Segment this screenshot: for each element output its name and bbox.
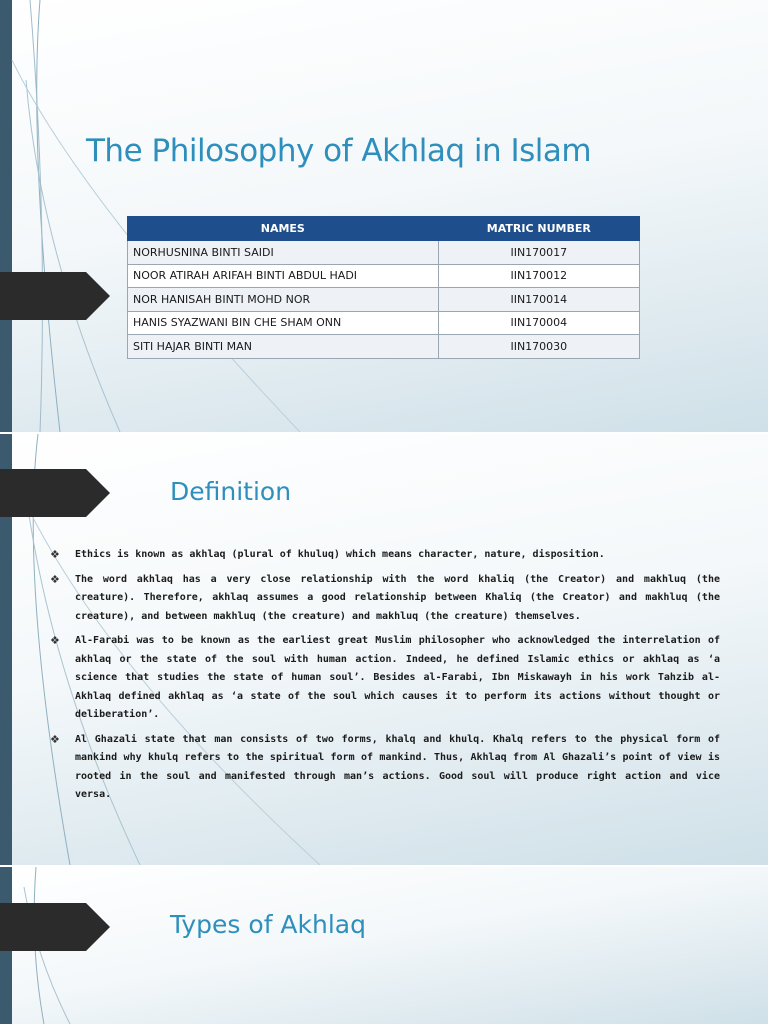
student-name: NOR HANISAH BINTI MOHD NOR (128, 288, 439, 312)
table-row (128, 288, 640, 312)
chevron-arrow-icon (0, 469, 110, 517)
diamond-bullet-icon: ❖ (50, 732, 60, 746)
table-row (128, 264, 640, 288)
decorative-lines (0, 867, 768, 1024)
diamond-bullet-icon: ❖ (50, 634, 60, 647)
table-row (128, 335, 640, 359)
student-table (127, 216, 640, 359)
list-item (50, 632, 720, 725)
column-header-matric: MATRIC NUMBER (438, 217, 639, 241)
list-item (50, 571, 720, 627)
slide-types (0, 867, 768, 1024)
diamond-bullet-icon: ❖ (50, 548, 60, 561)
definition-list (50, 546, 720, 811)
bullet-text: Ethics is known as akhlaq (plural of khuluq) which means character, nature, disposition. (75, 549, 605, 560)
student-name: HANIS SYAZWANI BIN CHE SHAM ONN (128, 311, 439, 335)
student-name: NOOR ATIRAH ARIFAH BINTI ABDUL HADI (128, 264, 439, 288)
chevron-arrow-icon (0, 903, 110, 951)
matric-number: IIN170012 (438, 264, 639, 288)
table-header-row (128, 217, 640, 241)
student-name: NORHUSNINA BINTI SAIDI (128, 241, 439, 265)
table-row (128, 241, 640, 265)
presentation-title: The Philosophy of Akhlaq in Islam (86, 133, 592, 169)
bullet-text: The word akhlaq has a very close relationship with the word khaliq (the Creator) and makhluq (the creature). Therefore, akhlaq assumes a good relationship between Khaliq (the Creator) and makhluq (the creature), and between makhluq (the creature) and makhluq (the creature) themselves. (75, 573, 720, 622)
section-title-types: Types of Akhlaq (170, 910, 366, 939)
column-header-names: NAMES (128, 217, 439, 241)
diamond-bullet-icon: ❖ (50, 572, 60, 586)
bullet-text: Al-Farabi was to be known as the earliest great Muslim philosopher who acknowledged the interrelation of akhlaq or the state of the soul with human action. Indeed, he defined Islamic ethics or akhlaq as ‘a science that studies the state of human soul’. Besides al-Farabi, Ibn Miskawayh in his work Tahzib al-Akhlaq defined akhlaq as ‘a state of the soul which causes it to perform its actions without thought or deliberation’. (75, 635, 720, 720)
slide-title (0, 0, 768, 432)
list-item (50, 731, 720, 805)
section-title-definition: Definition (170, 477, 292, 506)
student-name: SITI HAJAR BINTI MAN (128, 335, 439, 359)
table-row (128, 311, 640, 335)
list-item (50, 546, 720, 565)
chevron-arrow-icon (0, 272, 110, 320)
matric-number: IIN170030 (438, 335, 639, 359)
matric-number: IIN170017 (438, 241, 639, 265)
bullet-text: Al Ghazali state that man consists of two forms, khalq and khulq. Khalq refers to the physical form of mankind why khulq refers to the spiritual form of mankind. Thus, Akhlaq from Al Ghazali’s point of view is rooted in the soul and manifested through man’s actions. Good soul will produce right action and vice versa. (75, 733, 720, 800)
slide-accent-bar (0, 0, 12, 432)
matric-number: IIN170014 (438, 288, 639, 312)
matric-number: IIN170004 (438, 311, 639, 335)
